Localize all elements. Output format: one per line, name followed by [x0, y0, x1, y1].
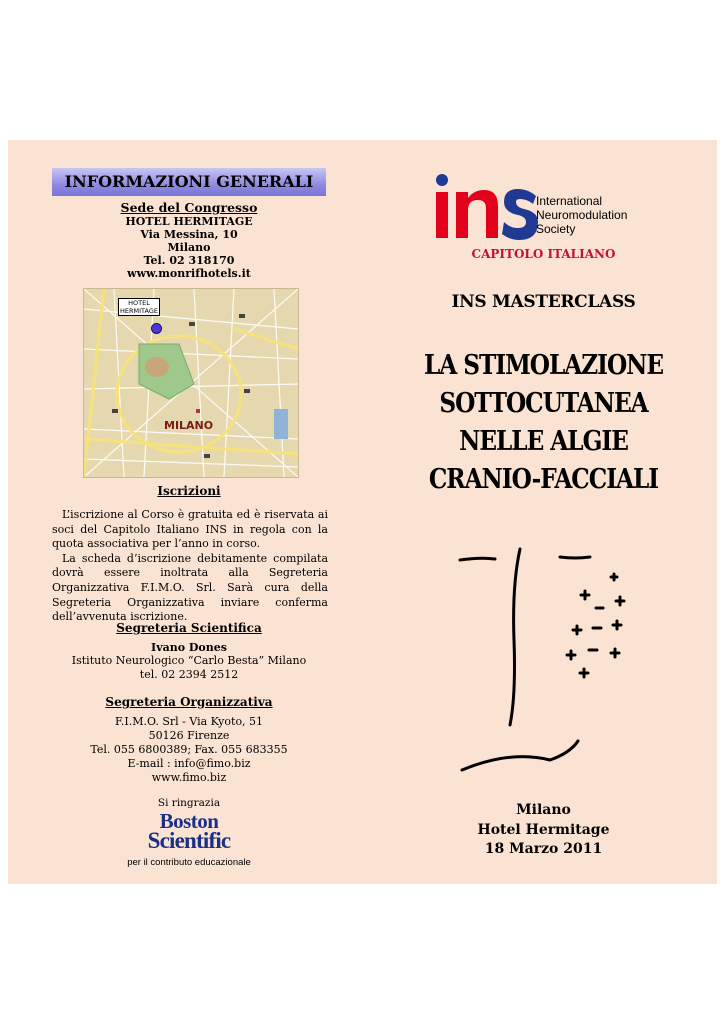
venue-street: Via Messina, 10 [140, 228, 238, 241]
footer-date: 18 Marzo 2011 [484, 841, 603, 857]
venue-phone: Tel. 02 318170 [143, 254, 235, 267]
segr-org-phone: Tel. 055 6800389; Fax. 055 683355 [90, 743, 288, 756]
hotel-pin-icon [151, 323, 162, 334]
ins-logo-icon [432, 172, 542, 242]
iscrizioni-title-wrap [8, 484, 370, 498]
segreteria-organizzativa [8, 695, 370, 785]
sponsor-logo [8, 809, 370, 853]
segr-sci-institute: Istituto Neurologico “Carlo Besta” Milano [71, 654, 307, 667]
iscrizioni-paragraph-1: L’iscrizione al Corso è gratuita ed è riservata ai soci del Capitolo Italiano INS in regola con la quota associativa per l’anno in corso. [52, 508, 328, 551]
venue-city: Milano [167, 241, 211, 254]
map-label-line-2: HERMITAGE [120, 307, 158, 315]
chapter-label: CAPITOLO ITALIANO [471, 247, 616, 261]
segr-sci-title: Segreteria Scientifica [116, 621, 262, 635]
thanks-text: Si ringrazia [157, 797, 221, 809]
info-header: INFORMAZIONI GENERALI [52, 168, 326, 196]
left-panel [8, 140, 370, 884]
iscrizioni-title: Iscrizioni [157, 484, 221, 498]
society-line-3: Society [536, 222, 576, 236]
title-line-1: LA STIMOLAZIONE [423, 350, 664, 381]
segr-org-website[interactable]: www.fimo.biz [151, 771, 227, 784]
title-line-2: SOTTOCUTANEA [439, 388, 648, 419]
iscrizioni-text [52, 508, 328, 625]
segr-sci-phone: tel. 02 2394 2512 [139, 668, 239, 681]
venue-hotel: HOTEL HERMITAGE [125, 215, 253, 228]
segr-sci-name: Ivano Dones [151, 641, 227, 654]
segr-org-title: Segreteria Organizzativa [105, 695, 273, 709]
hotel-map-label [118, 298, 160, 316]
venue-title: Sede del Congresso [120, 200, 258, 215]
segreteria-scientifica [8, 621, 370, 682]
map-label-line-1: HOTEL [128, 299, 150, 307]
city-map-graphic [84, 289, 298, 477]
segr-org-city: 50126 Firenze [148, 729, 230, 742]
sponsor-name-line-2: Scientific [147, 828, 231, 853]
segr-org-address: F.I.M.O. Srl - Via Kyoto, 51 [114, 715, 264, 728]
city-map [83, 288, 299, 478]
sponsor-note: per il contributo educazionale [127, 857, 251, 868]
title-line-3: NELLE ALGIE [459, 426, 628, 457]
society-line-2: Neuromodulation [536, 208, 628, 222]
face-drawing-icon [450, 545, 650, 785]
society-name [536, 194, 627, 236]
title-line-4: CRANIO-FACCIALI [428, 464, 659, 495]
sponsor-name-line-1: Boston [159, 809, 219, 833]
thanks-wrap [8, 796, 370, 810]
brochure [8, 140, 717, 884]
map-city-label: MILANO [164, 419, 214, 432]
footer-venue: Hotel Hermitage [477, 822, 610, 838]
footer-city: Milano [516, 802, 571, 818]
iscrizioni-paragraph-2: La scheda d’iscrizione debitamente compilata dovrà essere inoltrata alla Segreteria Organizzativa F.I.M.O. Srl. Sarà cura della Segreteria Organizzativa inviare conferma dell’avvenuta iscrizione. [52, 551, 328, 624]
right-panel [370, 140, 717, 884]
society-line-1: International [536, 194, 603, 208]
segr-org-email[interactable]: E-mail : info@fimo.biz [127, 757, 251, 770]
masterclass-title: INS MASTERCLASS [451, 292, 636, 312]
venue-website[interactable]: www.monrifhotels.it [127, 267, 251, 280]
venue-block [8, 200, 370, 280]
